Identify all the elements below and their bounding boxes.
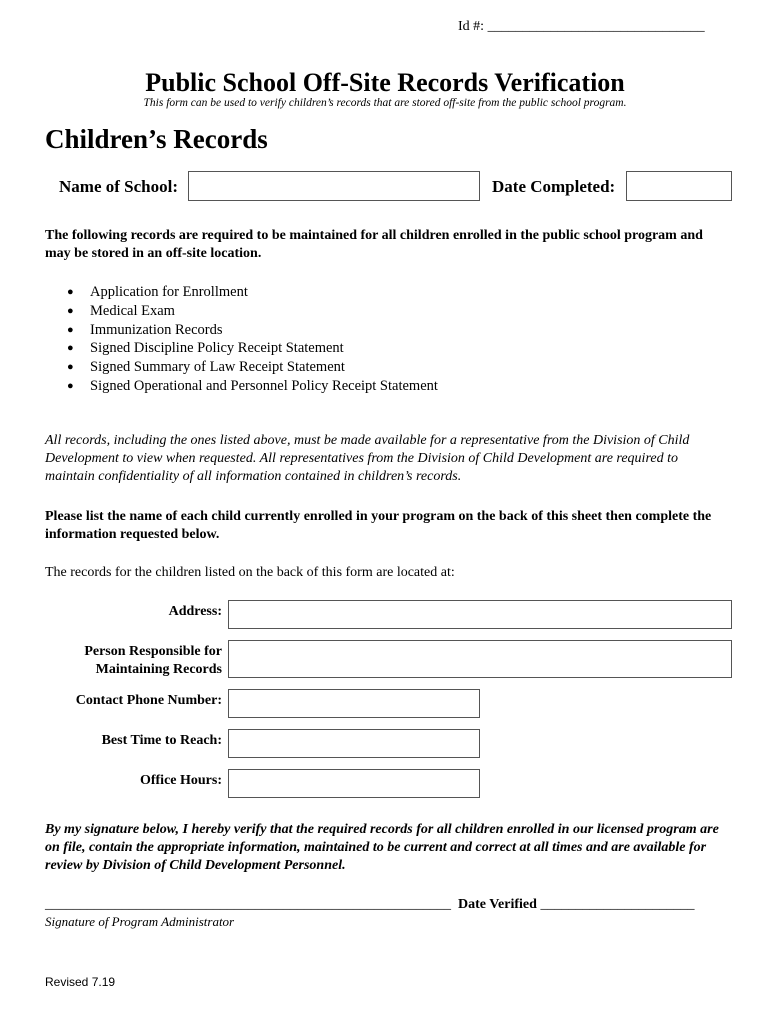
date-verified-label: Date Verified [458, 897, 537, 912]
date-completed-field[interactable] [626, 171, 732, 201]
best-time-field[interactable] [228, 729, 480, 758]
bullet-icon: ● [67, 342, 74, 355]
list-item: ● Signed Summary of Law Receipt Statement [67, 359, 345, 376]
required-records-list [64, 283, 438, 396]
date-completed-label: Date Completed: [492, 177, 616, 196]
office-hours-label: Office Hours: [139, 773, 222, 788]
availability-note: All records, including the ones listed above, must be made available for a representative from the Division of Child Development to view when requested. All representatives from the Division of Child Development are required to maintain confidentiality of all information contained in children’s records. [45, 433, 690, 484]
signature-line[interactable]: __________________________________________________________ [45, 897, 451, 912]
best-time-label: Best Time to Reach: [101, 733, 222, 748]
bullet-icon: ● [67, 361, 74, 374]
date-verified-line[interactable]: ______________________ [540, 897, 695, 912]
section-title: Children’s Records [45, 124, 268, 154]
form-title: Public School Off-Site Records Verification [145, 68, 625, 97]
bullet-icon: ● [67, 304, 74, 317]
id-line [458, 19, 705, 35]
address-field[interactable] [228, 600, 732, 629]
attestation-statement: By my signature below, I hereby verify that the required records for all children enrolled in our licensed program are on file, contain the appropriate information, maintained to be current and correct at all times and are available for review by Division of Child Development Personnel. [45, 822, 719, 873]
school-name-field[interactable] [188, 171, 480, 201]
school-name-label: Name of School: [59, 177, 178, 196]
bullet-icon: ● [67, 379, 74, 392]
list-item: ● Application for Enrollment [67, 284, 248, 300]
signature-row [45, 897, 694, 913]
contact-phone-field[interactable] [228, 689, 480, 718]
form-subtitle: This form can be used to verify children’s records that are stored off-site from the public school program. [143, 97, 627, 109]
id-blank[interactable]: _______________________________ [487, 19, 705, 34]
list-item: ● Medical Exam [67, 302, 175, 319]
person-responsible-label: Person Responsible for Maintaining Records [84, 644, 222, 677]
list-item: ● Signed Operational and Personnel Policy Receipt Statement [67, 377, 438, 394]
list-item: ● Signed Discipline Policy Receipt Statement [67, 340, 344, 357]
intro-paragraph: The following records are required to be maintained for all children enrolled in the public school program and may be stored in an off-site location. [45, 228, 703, 261]
list-instruction: Please list the name of each child currently enrolled in your program on the back of this sheet then complete the information requested below. [45, 509, 712, 542]
id-label: Id #: [458, 19, 485, 34]
office-hours-field[interactable] [228, 769, 480, 798]
location-intro: The records for the children listed on the back of this form are located at: [45, 565, 455, 580]
signature-caption: Signature of Program Administrator [45, 914, 235, 929]
person-responsible-field[interactable] [228, 640, 732, 678]
contact-phone-label: Contact Phone Number: [75, 693, 222, 708]
revision-footer: Revised 7.19 [45, 975, 116, 989]
bullet-icon: ● [67, 286, 74, 298]
bullet-icon: ● [67, 323, 74, 336]
list-item: ● Immunization Records [67, 321, 223, 338]
address-label: Address: [168, 604, 222, 619]
